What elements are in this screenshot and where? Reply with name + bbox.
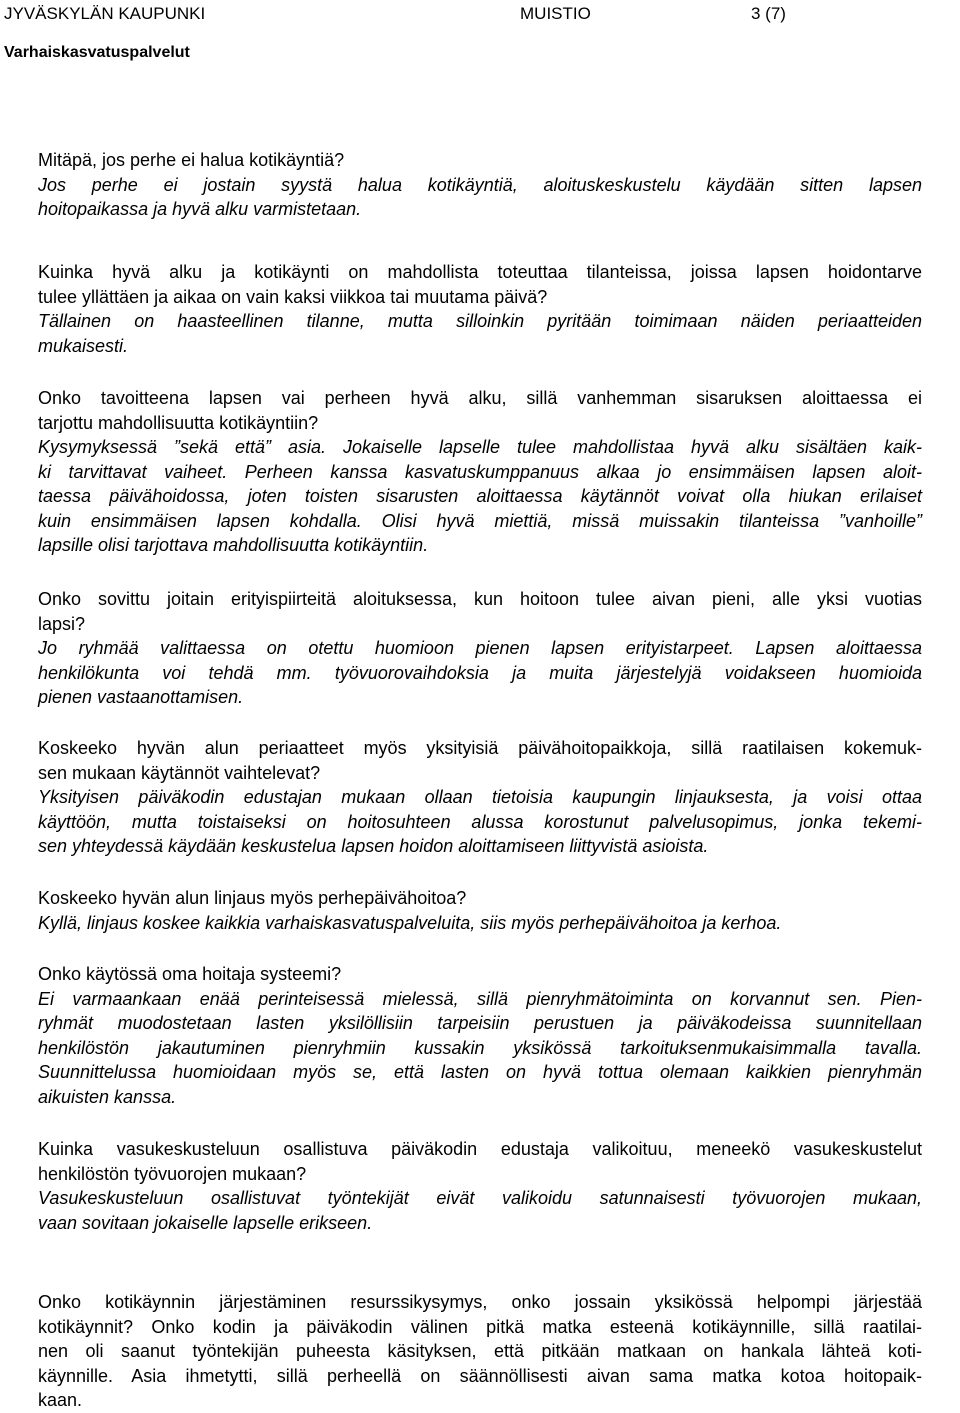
question-line: Onko sovittu joitain erityispiirteitä aloituksessa, kun hoitoon tulee aivan pieni, alle yksi vuotias (38, 589, 922, 609)
question-line: lapsi? (38, 613, 86, 634)
paragraph-line: kaan. (38, 1390, 83, 1410)
question-line: Mitäpä, jos perhe ei halua kotikäyntiä? (38, 150, 345, 170)
paragraph-line: Onko kotikäynnin järjestäminen resurssikysymys, onko jossain yksikössä helpompi järjestää (38, 1292, 922, 1312)
answer-line: Yksityisen päiväkodin edustajan mukaan ollaan tietoisia kaupungin linjauksesta, ja voisi ottaa (38, 787, 922, 807)
section-own-caregiver (38, 962, 922, 1109)
question-line: sen mukaan käytännöt vaihtelevat? (38, 762, 321, 783)
department-name: Varhaiskasvatuspalvelut (4, 44, 190, 61)
section-urgent-care-need (38, 260, 922, 358)
answer-line: käyttöön, mutta toistaiseksi on hoitosuhteen alussa korostunut palvelusopimus, jonka tekemi- (38, 811, 922, 832)
answer-line: aikuisten kanssa. (38, 1086, 177, 1107)
answer-line: Ei varmaankaan enää perinteisessä mielessä, sillä pienryhmätoiminta on korvannut sen. Pien- (38, 988, 922, 1009)
answer-line: Suunnittelussa huomioidaan myös se, että lasten on hyvä tottua olemaan kaikkien pienryhmän (38, 1062, 922, 1082)
answer-line: hoitopaikassa ja hyvä alku varmistetaan. (38, 199, 362, 219)
question-line: tarjottu mahdollisuutta kotikäyntiin? (38, 412, 319, 433)
section-infant-start (38, 587, 922, 710)
question-line: tulee yllättäen ja aikaa on vain kaksi viikkoa tai muutama päivä? (38, 286, 548, 307)
answer-line: Kysymyksessä ”sekä että” asia. Jokaiselle lapselle tulee mahdollistaa hyvä alku sisältäen kaik- (38, 437, 922, 457)
answer-line: ki tarvittavat vaiheet. Perheen kanssa kasvatuskumppanuus alkaa jo ensimmäisen lapsen aloit- (38, 461, 922, 482)
document-header (0, 0, 960, 70)
answer-line: lapsille olisi tarjottava mahdollisuutta kotikäyntiin. (38, 535, 429, 555)
question-line: Koskeeko hyvän alun linjaus myös perhepäivähoitoa? (38, 888, 467, 908)
section-private-daycare (38, 736, 922, 859)
answer-line: vaan sovitaan jokaiselle lapselle erikseen. (38, 1212, 373, 1233)
answer-line: kuin ensimmäisen lapsen kohdalla. Olisi hyvä miettiä, missä muissakin tilanteissa ”vanhoille” (38, 510, 922, 531)
question-line: Onko käytössä oma hoitaja systeemi? (38, 964, 342, 984)
section-family-daycare (38, 886, 922, 935)
document-type: MUISTIO (520, 4, 591, 23)
section-resources (38, 1290, 922, 1413)
question-line: Onko tavoitteena lapsen vai perheen hyvä alku, sillä vanhemman sisaruksen aloittaessa ei (38, 388, 922, 408)
paragraph-line: nen oli saanut työntekijän puheesta käsityksen, että pitkään matkaan on hankala lähteä koti- (38, 1341, 922, 1361)
answer-line: Jo ryhmää valittaessa on otettu huomioon pienen lapsen erityistarpeet. Lapsen aloittaessa (38, 638, 922, 658)
question-line: Kuinka hyvä alku ja kotikäynti on mahdollista toteuttaa tilanteissa, joissa lapsen hoidontarve (38, 262, 922, 282)
answer-line: pienen vastaanottamisen. (38, 687, 244, 707)
question-line: Koskeeko hyvän alun periaatteet myös yksityisiä päivähoitopaikkoja, sillä raatilaisen kokemuk- (38, 738, 922, 758)
answer-line: Tällainen on haasteellinen tilanne, mutta silloinkin pyritään toimimaan näiden periaatteiden (38, 311, 922, 331)
section-siblings (38, 386, 922, 558)
answer-line: Jos perhe ei jostain syystä halua kotikäyntiä, aloituskeskustelu käydään sitten lapsen (38, 174, 922, 195)
paragraph-line: kotikäynnit? Onko kodin ja päiväkodin välinen pitkä matka esteenä kotikäynnille, sillä raatilai- (38, 1316, 922, 1337)
answer-line: mukaisesti. (38, 335, 129, 356)
question-line: henkilöstön työvuorojen mukaan? (38, 1163, 307, 1184)
answer-line: henkilökunta voi tehdä mm. työvuorovaihdoksia ja muita järjestelyjä voidakseen huomioida (38, 662, 922, 683)
answer-line: henkilöstön jakautuminen pienryhmiin kussakin yksikössä tarkoituksenmukaisimmalla tavalla. (38, 1037, 922, 1058)
answer-line: ryhmät muodostetaan lasten yksilöllisiin tarpeisiin perustuen ja päiväkodeissa suunnitellaan (38, 1013, 922, 1033)
answer-line: Kyllä, linjaus koskee kaikkia varhaiskasvatuspalveluita, siis myös perhepäivähoitoa ja kerhoa. (38, 912, 782, 933)
answer-line: taessa päivähoidossa, joten toisten sisarusten aloittaessa käytännöt voivat olla hiukan erilaiset (38, 486, 922, 506)
organization-name: JYVÄSKYLÄN KAUPUNKI (4, 4, 206, 23)
question-line: Kuinka vasukeskusteluun osallistuva päiväkodin edustaja valikoituu, meneekö vasukeskustelut (38, 1139, 922, 1159)
section-vasu-discussion (38, 1137, 922, 1235)
page-number: 3 (7) (751, 4, 786, 23)
answer-line: sen yhteydessä käydään keskustelua lapsen hoidon aloittamiseen liittyvistä asioista. (38, 836, 709, 856)
paragraph-line: käynnille. Asia ihmetytti, sillä perheellä on säännöllisesti aivan sama matka kotoa hoitopaik- (38, 1365, 922, 1386)
answer-line: Vasukeskusteluun osallistuvat työntekijät eivät valikoidu satunnaisesti työvuorojen mukaan, (38, 1188, 922, 1208)
section-no-home-visit (38, 148, 922, 222)
